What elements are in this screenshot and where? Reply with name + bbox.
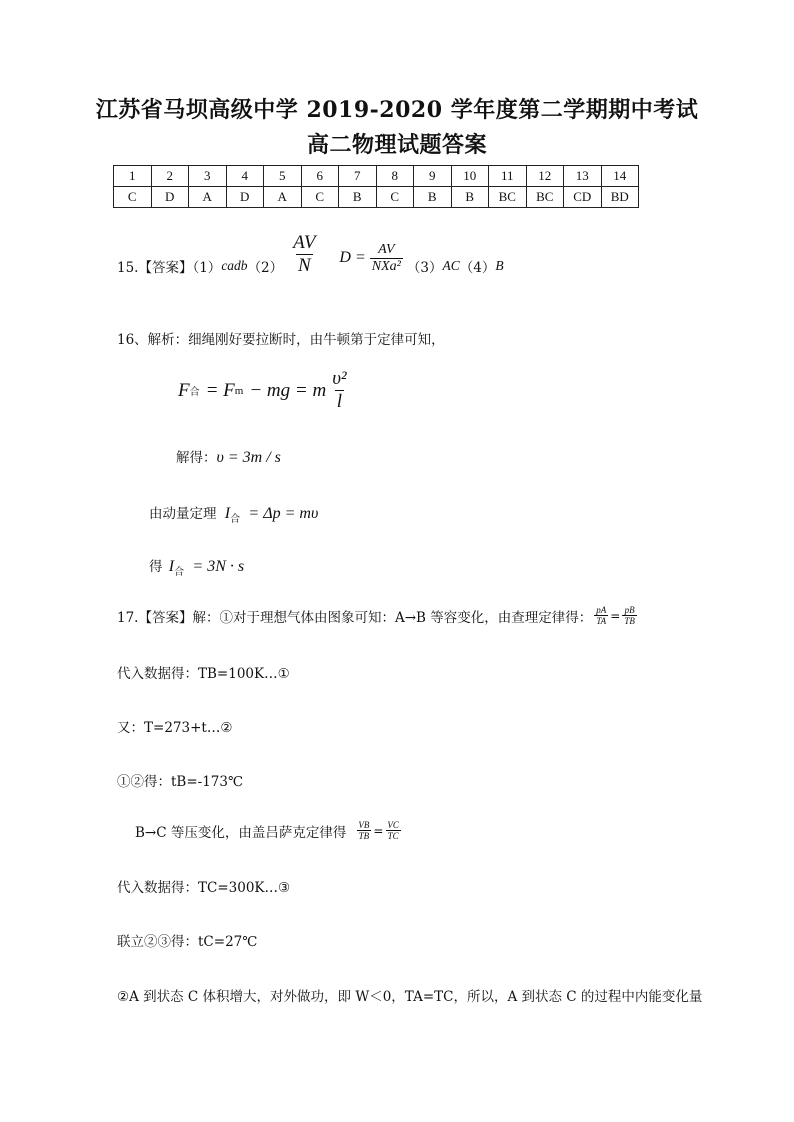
table-cell-question-number: 3 bbox=[189, 166, 227, 187]
table-cell-question-number: 13 bbox=[564, 166, 602, 187]
table-cell-answer: BC bbox=[489, 187, 527, 208]
q15-line: 15.【答案】（1） cadb （2） $\frac{AV}{N}$ D = $\frac{AV}{\text{NXa²}}$ （3） AC （4） B bbox=[117, 231, 504, 276]
q17-line-2: 代入数据得：TB=100K…① bbox=[117, 666, 290, 682]
q16-fraction-v2-l: $\frac{\text{υ²}}{l}$ bbox=[332, 368, 347, 412]
table-cell-question-number: 7 bbox=[339, 166, 377, 187]
table-cell-answer: D bbox=[226, 187, 264, 208]
q17-fraction-pa-ta: $\frac{pA}{TA}$ bbox=[596, 605, 607, 626]
table-cell-question-number: 5 bbox=[264, 166, 302, 187]
table-cell-answer: BD bbox=[601, 187, 639, 208]
q17-line-3: 又：T=273+t…② bbox=[117, 720, 233, 736]
table-row-numbers bbox=[114, 166, 639, 187]
q16-result-line: 得 $I_合 = 3N \cdot s$ bbox=[149, 558, 245, 578]
table-cell-answer: BC bbox=[526, 187, 564, 208]
table-cell-answer: A bbox=[264, 187, 302, 208]
q17-line-6: 代入数据得：TC=300K…③ bbox=[117, 880, 291, 896]
q16-equation-1: F 合 = F m − mg = m $\frac{\text{υ²}}{l}$ bbox=[178, 368, 347, 412]
table-cell-answer: C bbox=[114, 187, 152, 208]
table-cell-answer: A bbox=[189, 187, 227, 208]
q16-momentum-line: 由动量定理 $I_合 = \Delta p = m\upsilon$ bbox=[149, 505, 319, 525]
table-cell-question-number: 4 bbox=[226, 166, 264, 187]
table-cell-question-number: 1 bbox=[114, 166, 152, 187]
q15-fraction-av-n: $\frac{AV}{N}$ bbox=[293, 231, 316, 276]
q17-fraction-pb-tb: $\frac{pB}{TB}$ bbox=[624, 605, 635, 626]
table-cell-answer: C bbox=[301, 187, 339, 208]
table-cell-question-number: 6 bbox=[301, 166, 339, 187]
table-cell-question-number: 12 bbox=[526, 166, 564, 187]
q17-line-4: ①②得：tB=-173℃ bbox=[117, 774, 244, 790]
q17-fraction-vb-tb: $\frac{VB}{TB}$ bbox=[358, 820, 370, 841]
q17-line-8: ②A 到状态 C 体积增大，对外做功，即 W＜0，TA=TC，所以，A 到状态 C 的过程中内能变化量 bbox=[117, 989, 703, 1005]
q15-fraction-d: $\frac{AV}{\text{NXa²}}$ bbox=[371, 241, 401, 274]
table-cell-answer: D bbox=[151, 187, 189, 208]
table-cell-question-number: 10 bbox=[451, 166, 489, 187]
q17-line-5: B→C 等压变化，由盖吕萨克定律得 $\frac{VB}{TB}$ = $\frac{VC}{TC}$ bbox=[135, 820, 399, 841]
page-subtitle: 高二物理试题答案 bbox=[306, 132, 487, 158]
table-cell-question-number: 9 bbox=[414, 166, 452, 187]
table-cell-answer: C bbox=[376, 187, 414, 208]
q17-line-7: 联立②③得：tC=27℃ bbox=[117, 934, 258, 950]
q17-fraction-vc-tc: $\frac{VC}{TC}$ bbox=[387, 820, 399, 841]
page-title: 江苏省马坝高级中学 2019-2020 学年度第二学期期中考试 bbox=[95, 97, 699, 123]
q16-solve-line: 解得：υ = 3m / s bbox=[176, 449, 281, 466]
table-cell-question-number: 8 bbox=[376, 166, 414, 187]
table-cell-question-number: 11 bbox=[489, 166, 527, 187]
table-cell-question-number: 14 bbox=[601, 166, 639, 187]
q16-intro: 16、解析：细绳刚好要拉断时，由牛顿第于定律可知， bbox=[117, 332, 445, 348]
table-row-answers bbox=[114, 187, 639, 208]
q17-line-1: 17.【答案】解：①对于理想气体由图象可知：A→B 等容变化，由查理定律得： $\frac{pA}{TA}$ = $\frac{pB}{TB}$ bbox=[117, 605, 635, 626]
table-cell-answer: CD bbox=[564, 187, 602, 208]
table-cell-answer: B bbox=[414, 187, 452, 208]
table-cell-answer: B bbox=[451, 187, 489, 208]
answer-table bbox=[113, 165, 639, 208]
table-cell-answer: B bbox=[339, 187, 377, 208]
table-cell-question-number: 2 bbox=[151, 166, 189, 187]
